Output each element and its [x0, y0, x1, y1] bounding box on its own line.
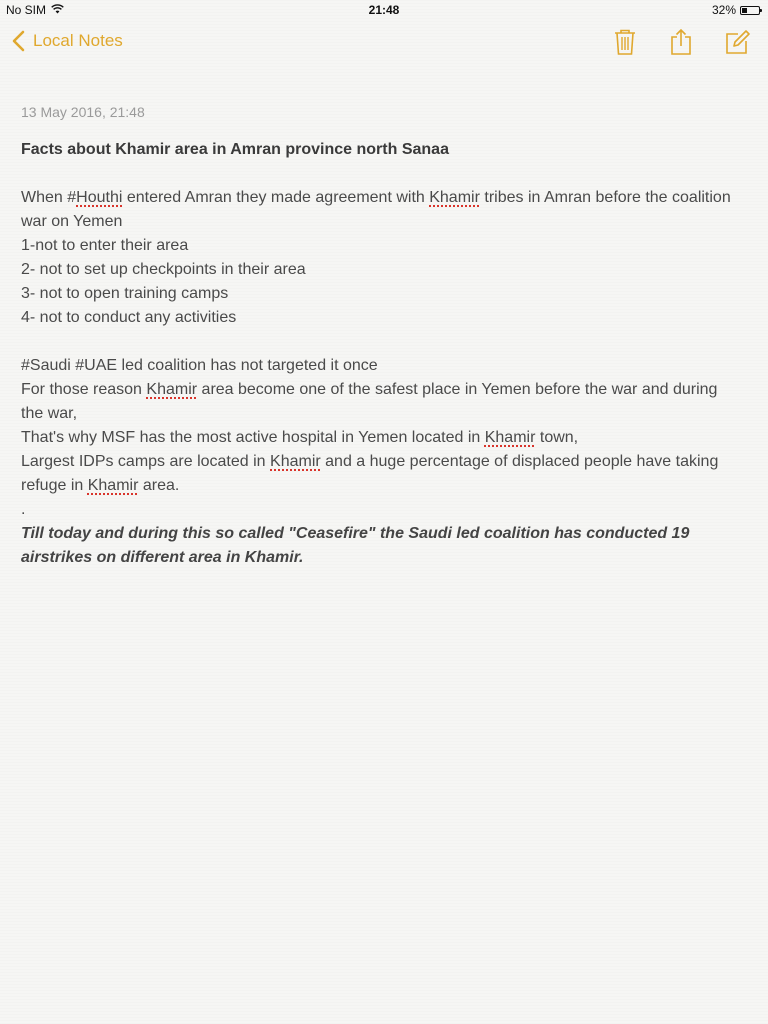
chevron-left-icon — [12, 30, 25, 52]
text-run: Largest IDPs camps are located in — [21, 453, 271, 470]
blank-line — [21, 330, 741, 354]
note-body[interactable] — [21, 138, 741, 570]
note-line — [21, 426, 741, 450]
status-bar — [0, 0, 768, 20]
note-line: . — [21, 501, 26, 518]
misspelled-word[interactable]: Khamir — [484, 429, 536, 446]
battery-percent: 32% — [711, 3, 736, 17]
note-title: Facts about Khamir area in Amran province north Sanaa — [21, 141, 449, 158]
text-run: When # — [21, 189, 77, 206]
note-line — [21, 378, 741, 426]
blank-line — [21, 162, 741, 186]
text-run: For those reason — [21, 381, 147, 398]
battery-fill — [742, 8, 747, 13]
misspelled-word[interactable]: Houthi — [76, 189, 123, 206]
back-button[interactable] — [12, 30, 123, 52]
status-time: 21:48 — [368, 3, 400, 17]
note-line — [21, 450, 741, 498]
nav-actions — [612, 28, 750, 54]
trash-icon[interactable] — [612, 28, 638, 54]
list-item: 4- not to conduct any activities — [21, 309, 237, 326]
carrier-label: No SIM — [6, 3, 47, 17]
note-paragraph — [21, 186, 741, 234]
text-run: area become one of the safest place in Yemen before the war and during the war, — [21, 381, 718, 422]
text-run: and a huge percentage of displaced people have taking refuge in — [21, 453, 719, 494]
compose-icon[interactable] — [724, 28, 750, 54]
note-date: 13 May 2016, 21:48 — [21, 104, 145, 120]
battery-icon — [740, 6, 760, 15]
list-item: 1-not to enter their area — [21, 237, 189, 254]
text-run: tribes in Amran before the coalition war on Yemen — [21, 189, 731, 230]
text-run: entered Amran they made agreement with — [122, 189, 430, 206]
nav-bar — [0, 20, 768, 64]
text-run: area. — [138, 477, 180, 494]
text-run: That's why MSF has the most active hospital in Yemen located in — [21, 429, 485, 446]
misspelled-word[interactable]: Khamir — [429, 189, 480, 206]
status-right — [712, 3, 760, 17]
misspelled-word[interactable]: Khamir — [87, 477, 139, 494]
text-run: town, — [535, 429, 579, 446]
misspelled-word[interactable]: Khamir — [270, 453, 321, 470]
note-closing: Till today and during this so called "Ceasefire" the Saudi led coalition has conducted 19 airstrikes on different area in Khamir. — [21, 525, 690, 566]
share-icon[interactable] — [668, 28, 694, 54]
note-line: #Saudi #UAE led coalition has not targeted it once — [21, 357, 378, 374]
list-item: 3- not to open training camps — [21, 285, 229, 302]
list-item: 2- not to set up checkpoints in their area — [21, 261, 306, 278]
misspelled-word[interactable]: Khamir — [146, 381, 198, 398]
back-label: Local Notes — [33, 31, 123, 50]
